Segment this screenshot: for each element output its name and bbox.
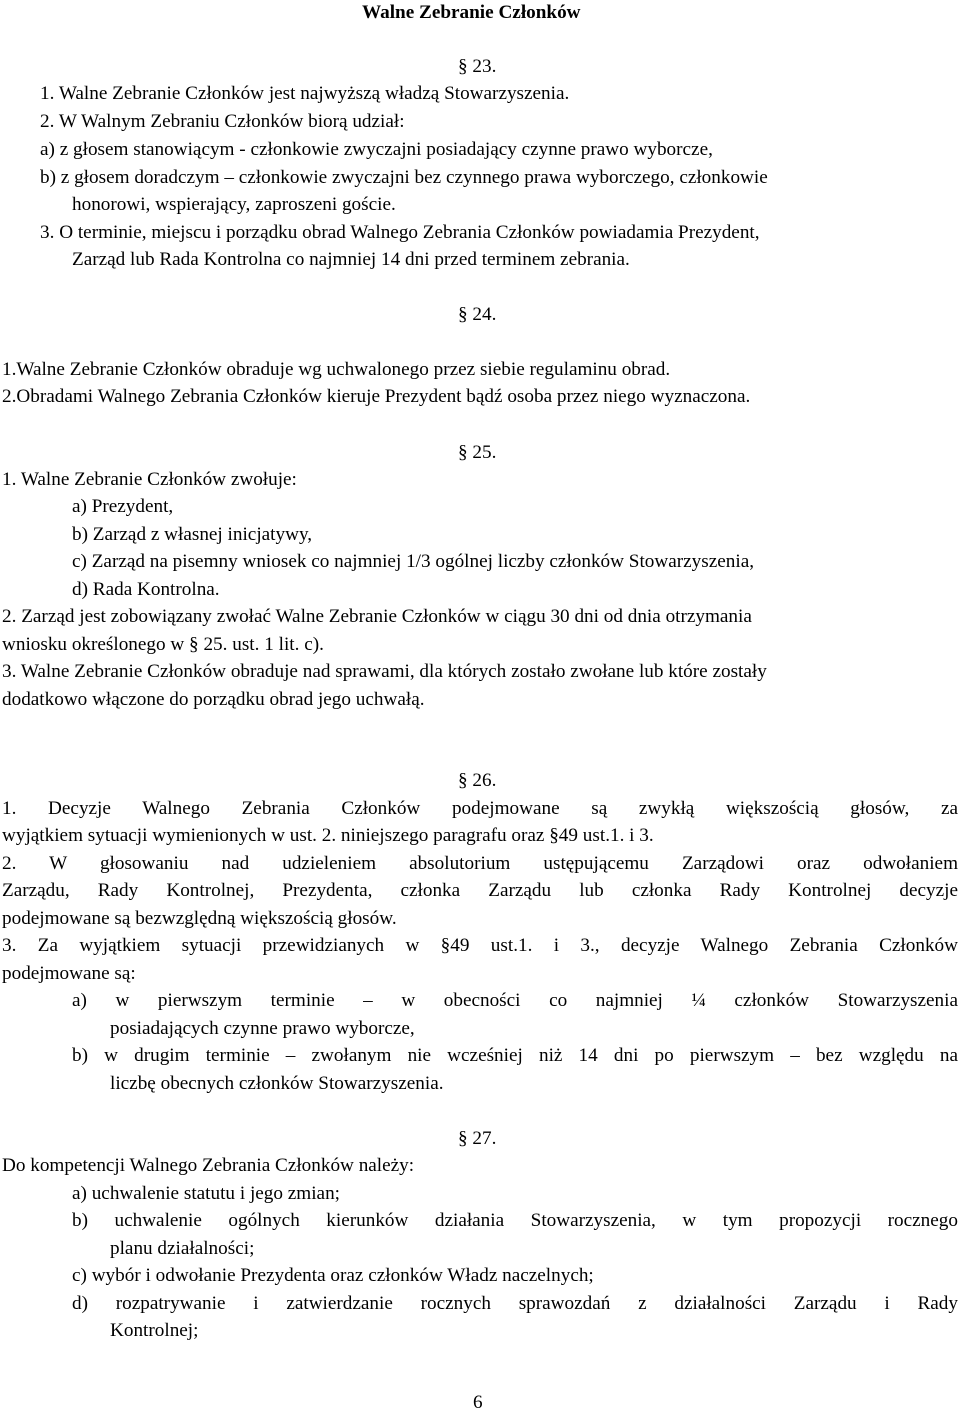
list-item: b) Zarząd z własnej inicjatywy, (72, 524, 313, 545)
list-item: a) uchwalenie statutu i jego zmian; (72, 1183, 340, 1204)
paragraph-continuation: dodatkowo włączone do porządku obrad jego uchwałą. (2, 689, 425, 710)
paragraph: 1.Walne Zebranie Członków obraduje wg uchwalonego przez siebie regulaminu obrad. (2, 359, 671, 380)
paragraph: 2. W głosowaniu nad udzieleniem absolutorium ustępującemu Zarządowi oraz odwołaniem (2, 853, 958, 874)
paragraph-continuation: wyjątkiem sytuacji wymienionych w ust. 2. niniejszego paragrafu oraz §49 ust.1. i 3. (2, 825, 654, 846)
list-item-continuation: Kontrolnej; (110, 1320, 199, 1341)
paragraph: 3. Walne Zebranie Członków obraduje nad sprawami, dla których zostało zwołane lub które zostały (2, 661, 767, 682)
list-item: b) uchwalenie ogólnych kierunków działania Stowarzyszenia, w tym propozycji rocznego (72, 1210, 958, 1231)
list-item: a) Prezydent, (72, 496, 174, 517)
list-item: a) z głosem stanowiącym - członkowie zwyczajni posiadający czynne prawo wyborcze, (40, 139, 713, 160)
list-item: a) w pierwszym terminie – w obecności co najmniej ¼ członków Stowarzyszenia (72, 990, 958, 1011)
list-item: c) Zarząd na pisemny wniosek co najmniej 1/3 ogólnej liczby członków Stowarzyszenia, (72, 551, 755, 572)
paragraph-continuation: wniosku określonego w § 25. ust. 1 lit. c). (2, 634, 324, 655)
paragraph-continuation: Zarząd lub Rada Kontrolna co najmniej 14 dni przed terminem zebrania. (72, 249, 630, 270)
list-item: d) rozpatrywanie i zatwierdzanie rocznych sprawozdań z działalności Zarządu i Rady (72, 1293, 958, 1314)
section-heading: § 25. (458, 442, 497, 463)
list-item: d) Rada Kontrolna. (72, 579, 220, 600)
paragraph-continuation: Zarządu, Rady Kontrolnej, Prezydenta, członka Zarządu lub członka Rady Kontrolnej decyzje (2, 880, 958, 901)
list-item-continuation: honorowi, wspierający, zaproszeni goście. (72, 194, 396, 215)
list-item: c) wybór i odwołanie Prezydenta oraz członków Władz naczelnych; (72, 1265, 594, 1286)
paragraph: 1. Walne Zebranie Członków zwołuje: (2, 469, 297, 490)
paragraph: Do kompetencji Walnego Zebrania Członków należy: (2, 1155, 415, 1176)
page-number: 6 (473, 1392, 483, 1413)
paragraph-continuation: podejmowane są bezwzględną większością głosów. (2, 908, 397, 929)
paragraph-continuation: podejmowane są: (2, 963, 136, 984)
paragraph: 1. Decyzje Walnego Zebrania Członków podejmowane są zwykłą większością głosów, za (2, 798, 958, 819)
document-title: Walne Zebranie Członków (362, 2, 581, 23)
paragraph: 3. Za wyjątkiem sytuacji przewidzianych w §49 ust.1. i 3., decyzje Walnego Zebrania Członków (2, 935, 958, 956)
paragraph: 1. Walne Zebranie Członków jest najwyższą władzą Stowarzyszenia. (40, 83, 570, 104)
paragraph: 2.Obradami Walnego Zebrania Członków kieruje Prezydent bądź osoba przez niego wyznaczona. (2, 386, 751, 407)
list-item-continuation: planu działalności; (110, 1238, 255, 1259)
section-heading: § 27. (458, 1128, 497, 1149)
list-item-continuation: liczbę obecnych członków Stowarzyszenia. (110, 1073, 444, 1094)
section-heading: § 24. (458, 304, 497, 325)
paragraph: 2. W Walnym Zebraniu Członków biorą udział: (40, 111, 405, 132)
section-heading: § 23. (458, 56, 497, 77)
section-heading: § 26. (458, 770, 497, 791)
list-item: b) w drugim terminie – zwołanym nie wcześniej niż 14 dni po pierwszym – bez względu na (72, 1045, 958, 1066)
paragraph: 2. Zarząd jest zobowiązany zwołać Walne Zebranie Członków w ciągu 30 dni od dnia otrzymania (2, 606, 752, 627)
paragraph: 3. O terminie, miejscu i porządku obrad Walnego Zebrania Członków powiadamia Prezydent, (40, 222, 760, 243)
list-item-continuation: posiadających czynne prawo wyborcze, (110, 1018, 415, 1039)
list-item: b) z głosem doradczym – członkowie zwyczajni bez czynnego prawa wyborczego, członkowie (40, 167, 768, 188)
